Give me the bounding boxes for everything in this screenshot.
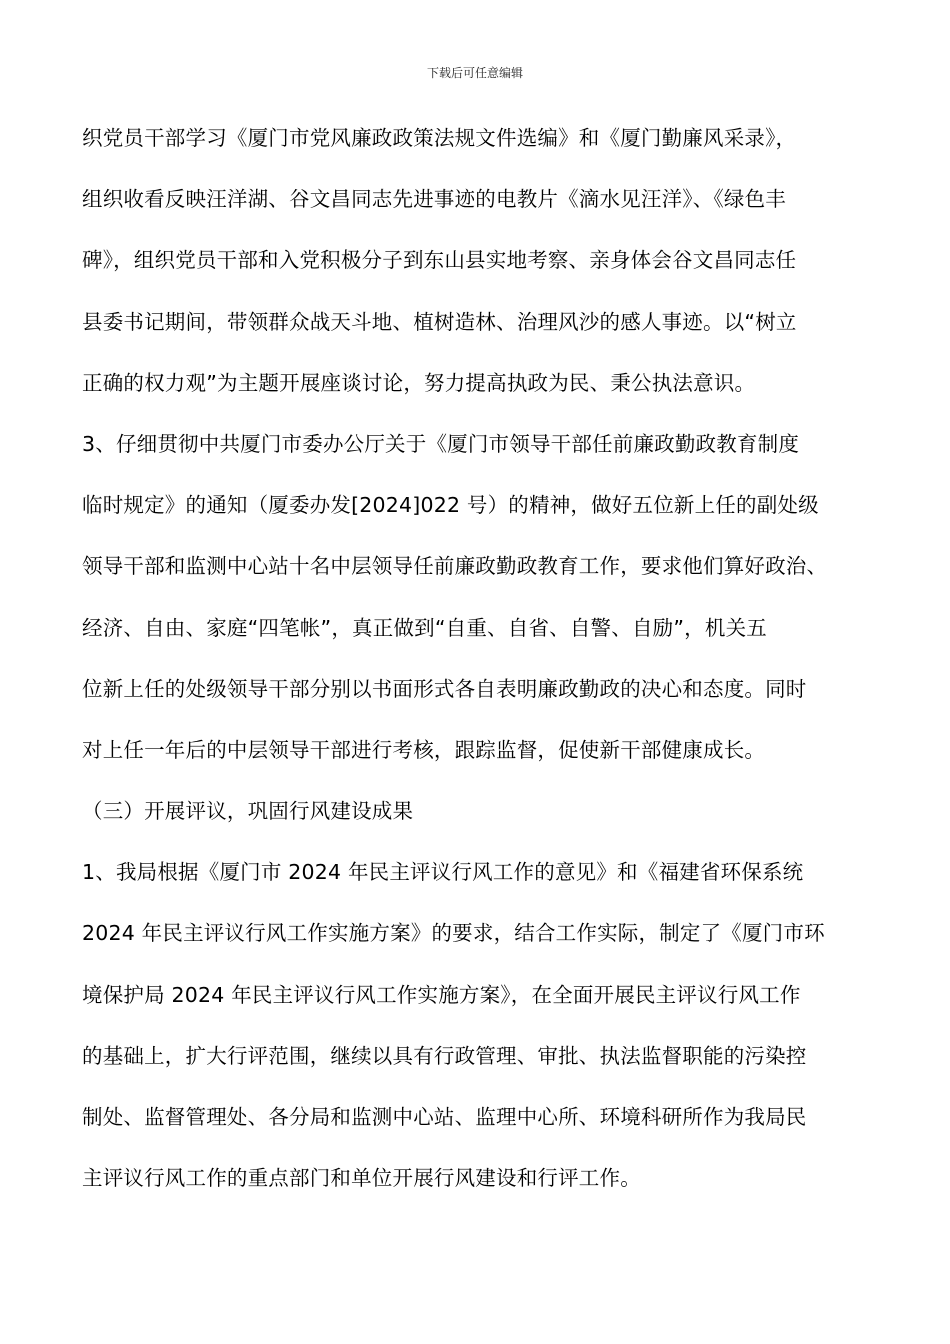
text-line: 组织收看反映汪洋湖、谷文昌同志先进事迹的电教片《滴水见汪洋》、《绿色丰 — [82, 187, 786, 212]
text-line: 领导干部和监测中心站十名中层领导任前廉政勤政教育工作，要求他们算好政治、 — [82, 554, 828, 579]
section-heading: （三）开展评议，巩固行风建设成果 — [82, 799, 414, 824]
text-line: 的基础上，扩大行评范围，继续以具有行政管理、审批、执法监督职能的污染控 — [82, 1043, 807, 1068]
page-header: 下载后可任意编辑 — [426, 66, 523, 80]
text-line: 位新上任的处级领导干部分别以书面形式各自表明廉政勤政的决心和态度。同时 — [82, 676, 807, 701]
text-line: 主评议行风工作的重点部门和单位开展行风建设和行评工作。 — [82, 1166, 641, 1191]
text-line: 碑》，组织党员干部和入党积极分子到东山县实地考察、亲身体会谷文昌同志任 — [82, 248, 797, 273]
text-line: 临时规定》的通知（厦委办发[2024]022 号）的精神，做好五位新上任的副处级 — [82, 493, 819, 518]
text-line: 3、仔细贯彻中共厦门市委办公厅关于《厦门市领导干部任前廉政勤政教育制度 — [82, 431, 800, 456]
text-line: 境保护局 2024 年民主评议行风工作实施方案》，在全面开展民主评议行风工作 — [82, 982, 801, 1007]
text-line: 正确的权力观”为主题开展座谈讨论，努力提高执政为民、秉公执法意识。 — [82, 370, 756, 395]
document-body — [82, 118, 882, 1219]
text-line: 织党员干部学习《厦门市党风廉政政策法规文件选编》和《厦门勤廉风采录》， — [82, 126, 797, 150]
text-line: 经济、自由、家庭“四笔帐”，真正做到“自重、自省、自警、自励”，机关五 — [82, 615, 767, 640]
text-line: 1、我局根据《厦门市 2024 年民主评议行风工作的意见》和《福建省环保系统 — [82, 860, 804, 885]
text-line: 制处、监督管理处、各分局和监测中心站、监理中心所、环境科研所作为我局民 — [82, 1105, 807, 1129]
text-line: 对上任一年后的中层领导干部进行考核，跟踪监督，促使新干部健康成长。 — [82, 737, 766, 762]
text-line: 2024 年民主评议行风工作实施方案》的要求，结合工作实际，制定了《厦门市环 — [82, 921, 825, 946]
text-line: 县委书记期间，带领群众战天斗地、植树造林、治理风沙的感人事迹。以“树立 — [82, 309, 797, 334]
